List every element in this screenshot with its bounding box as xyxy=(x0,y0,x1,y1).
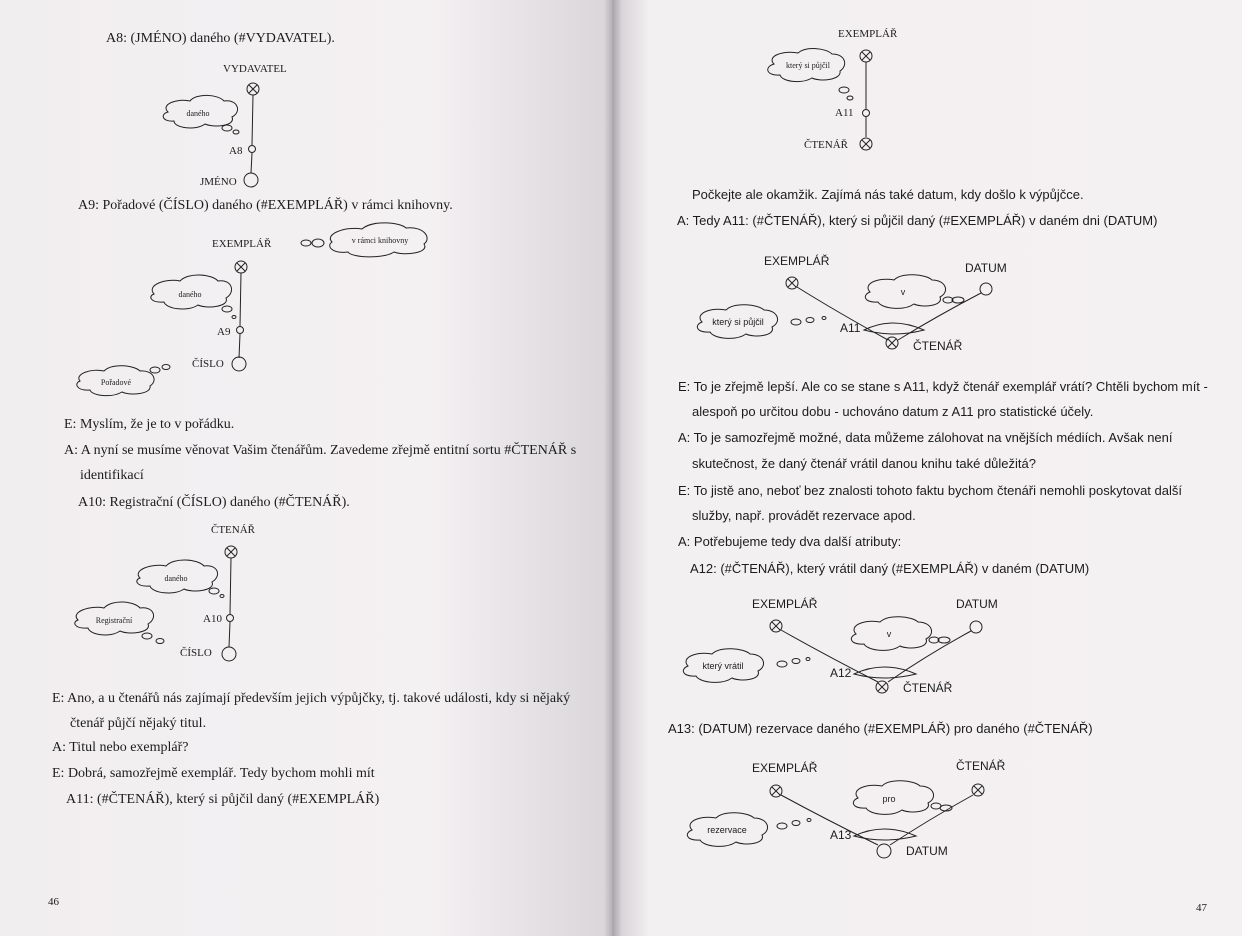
d8-value: JMÉNO xyxy=(200,176,237,188)
p1-text: Počkejte ale okamžik. Zajímá nás také datum, kdy došlo k výpůjčce. xyxy=(692,187,1084,202)
d10-cloud-top: daného xyxy=(164,574,188,583)
a1-line2: identifikací xyxy=(80,468,144,483)
a1-line1: A: A nyní se musíme věnovat Vašim čtenářům. Zavedeme zřejmě entitní sortu #ČTENÁŘ s xyxy=(64,443,577,458)
a8-heading: A8: (JMÉNO) daného (#VYDAVATEL). xyxy=(106,31,335,46)
d9-entity: EXEMPLÁŘ xyxy=(212,238,272,250)
page-number-right: 47 xyxy=(1196,902,1207,914)
e5-line2: služby, např. provádět rezervace apod. xyxy=(692,508,916,523)
e1-text: E: Myslím, že je to v pořádku. xyxy=(64,417,235,432)
e2-line1: E: Ano, a u čtenářů nás zajímají především jejich výpůjčky, tj. takové události, kdy si nějaký xyxy=(52,691,571,706)
book-gutter xyxy=(604,0,622,936)
d13-right: ČTENÁŘ xyxy=(956,759,1006,773)
d9-attr: A9 xyxy=(217,326,231,338)
diagram-a13-v xyxy=(612,0,1242,936)
d11b-cloud-side: který si půjčil xyxy=(712,317,764,327)
d12-right: DATUM xyxy=(956,597,998,611)
d12-left: EXEMPLÁŘ xyxy=(752,597,818,611)
d10-value: ČÍSLO xyxy=(180,647,212,659)
d8-cloud: daného xyxy=(186,109,210,118)
d11b-left: EXEMPLÁŘ xyxy=(764,254,830,268)
d12-attr: A12 xyxy=(830,666,852,680)
d13-bottom: DATUM xyxy=(906,844,948,858)
d9-cloud-top: v rámci knihovny xyxy=(351,236,409,245)
e4-line1: E: To je zřejmě lepší. Ale co se stane s A11, když čtenář exemplář vrátí? Chtěli bychom mít - xyxy=(678,379,1208,394)
d11b-right: DATUM xyxy=(965,261,1007,275)
d13-left: EXEMPLÁŘ xyxy=(752,761,818,775)
left-page xyxy=(0,0,612,936)
a2-text: A: Titul nebo exemplář? xyxy=(52,740,189,755)
d9-cloud-mid: daného xyxy=(178,290,202,299)
d10-cloud-side: Registrační xyxy=(95,616,133,625)
d12-bottom: ČTENÁŘ xyxy=(903,681,953,695)
d9-cloud-bottom: Pořadové xyxy=(100,378,132,387)
e4-line2: alespoň po určitou dobu - uchováno datum z A11 pro statistické účely. xyxy=(692,404,1094,419)
d13-attr: A13 xyxy=(830,828,852,842)
a9-heading: A9: Pořadové (ČÍSLO) daného (#EXEMPLÁŘ) v rámci knihovny. xyxy=(78,198,453,213)
e2-line2: čtenář půjčí nějaký titul. xyxy=(70,716,207,731)
d11a-cloud: který si půjčil xyxy=(786,61,830,70)
d8-attr: A8 xyxy=(229,145,243,157)
page-number-left: 46 xyxy=(48,896,59,908)
d8-entity: VYDAVATEL xyxy=(223,63,287,75)
d12-cloud-side: který vrátil xyxy=(702,661,744,671)
d11a-entity-top: EXEMPLÁŘ xyxy=(838,28,898,40)
d11b-cloud-center: v xyxy=(900,287,906,297)
d11b-attr: A11 xyxy=(840,321,861,335)
d11a-entity-bottom: ČTENÁŘ xyxy=(804,139,848,151)
a5-text: A: Potřebujeme tedy dva další atributy: xyxy=(678,534,902,549)
d10-attr: A10 xyxy=(203,613,222,625)
d13-cloud-center: pro xyxy=(882,794,896,804)
d12-cloud-center: v xyxy=(886,629,892,639)
a13-heading: A13: (DATUM) rezervace daného (#EXEMPLÁŘ) pro daného (#ČTENÁŘ) xyxy=(668,721,1093,736)
d11b-bottom: ČTENÁŘ xyxy=(913,339,963,353)
d11a-attr: A11 xyxy=(835,107,854,119)
right-page xyxy=(612,0,1242,936)
a4-line2: skutečnost, že daný čtenář vrátil danou knihu také důležitá? xyxy=(692,456,1036,471)
d9-value: ČÍSLO xyxy=(192,358,224,370)
a4-line1: A: To je samozřejmě možné, data můžeme zálohovat na vnějších médiích. Avšak není xyxy=(678,430,1173,445)
e5-line1: E: To jistě ano, neboť bez znalosti tohoto faktu bychom čtenáři nemohli poskytovat další xyxy=(678,483,1182,498)
e3-text: E: Dobrá, samozřejmě exemplář. Tedy bychom mohli mít xyxy=(52,766,375,781)
d10-entity: ČTENÁŘ xyxy=(211,524,255,536)
d13-cloud-side: rezervace xyxy=(707,825,747,835)
a3-text: A: Tedy A11: (#ČTENÁŘ), který si půjčil daný (#EXEMPLÁŘ) v daném dni (DATUM) xyxy=(677,213,1158,228)
a11-heading: A11: (#ČTENÁŘ), který si půjčil daný (#EXEMPLÁŘ) xyxy=(66,792,380,807)
a12-heading: A12: (#ČTENÁŘ), který vrátil daný (#EXEMPLÁŘ) v daném (DATUM) xyxy=(690,561,1090,576)
a10-heading: A10: Registrační (ČÍSLO) daného (#ČTENÁŘ). xyxy=(78,495,350,510)
